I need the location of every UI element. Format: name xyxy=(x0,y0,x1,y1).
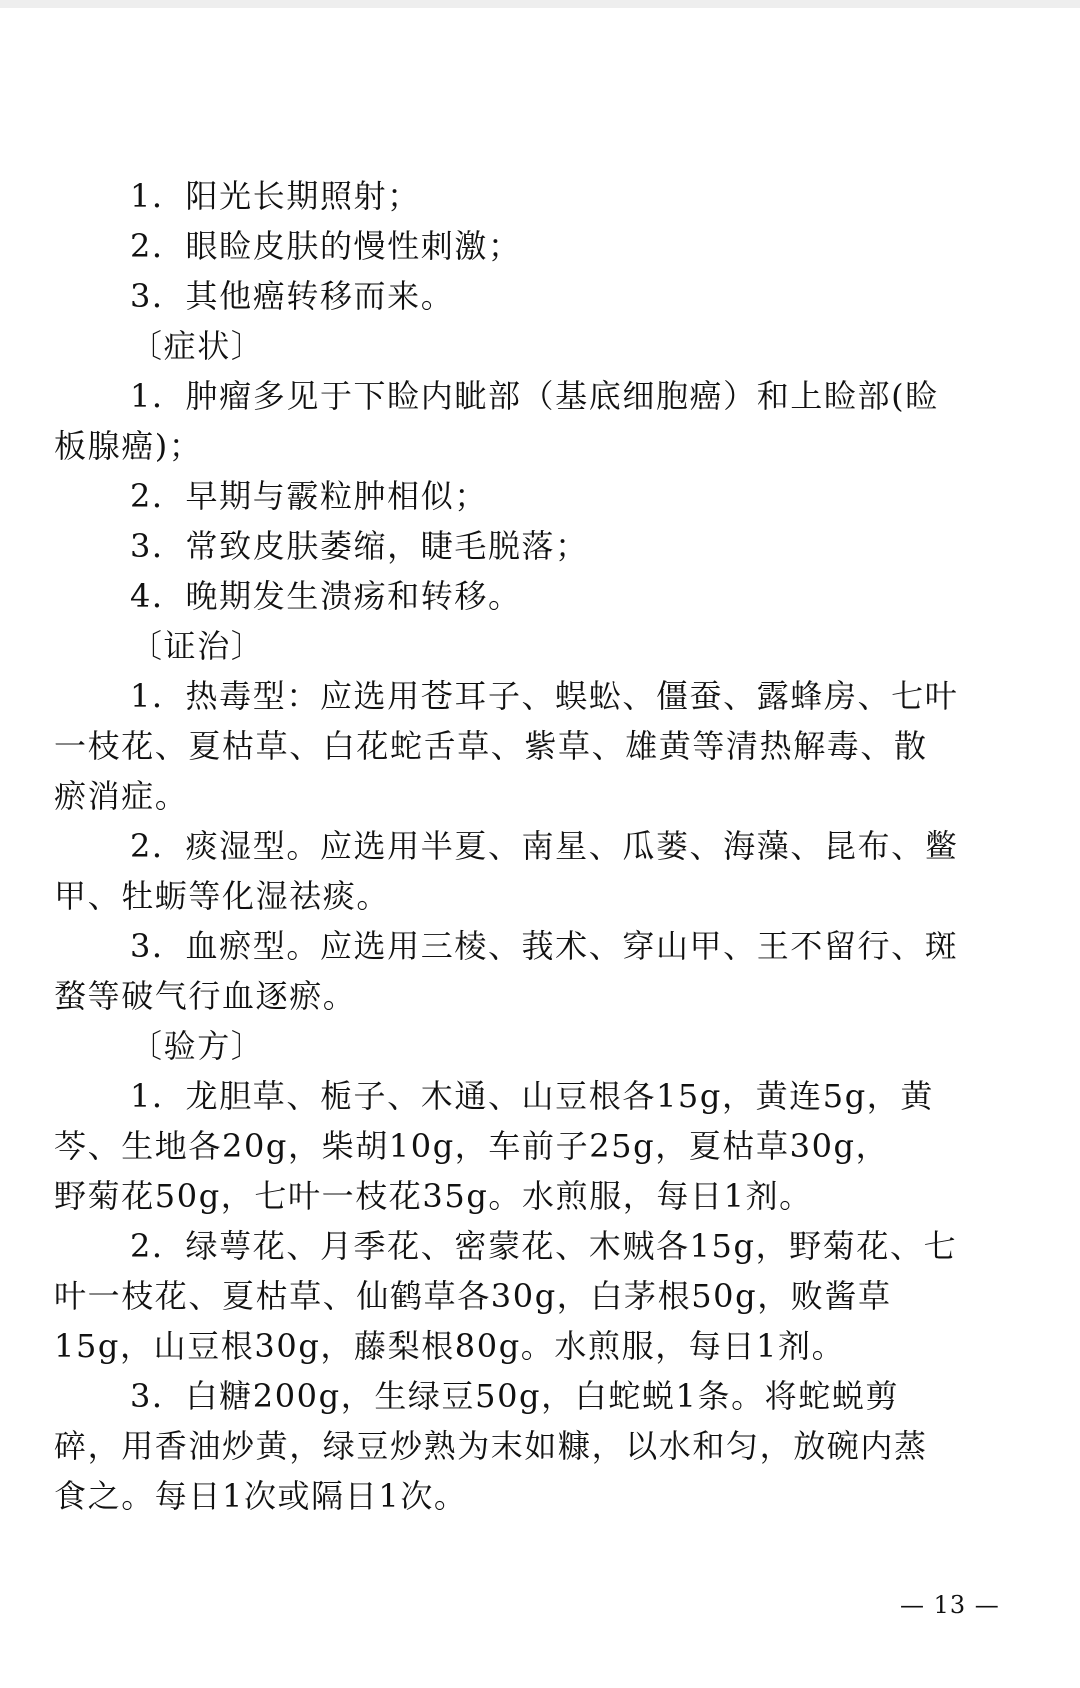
paragraph xyxy=(54,1371,1034,1521)
text-line: 3．血瘀型。应选用三棱、莪术、穿山甲、王不留行、斑 xyxy=(130,927,959,965)
text-line: 蝥等破气行血逐瘀。 xyxy=(54,977,357,1015)
text-line: 〔证治〕 xyxy=(130,627,265,665)
paragraph xyxy=(54,271,1034,321)
text-line: 2．痰湿型。应选用半夏、南星、瓜蒌、海藻、昆布、鳖 xyxy=(130,827,959,865)
text-line: 碎，用香油炒黄，绿豆炒熟为末如糠，以水和匀，放碗内蒸 xyxy=(54,1427,928,1465)
text-line: 一枝花、夏枯草、白花蛇舌草、紫草、雄黄等清热解毒、散 xyxy=(54,727,928,765)
section-heading xyxy=(54,1021,1034,1071)
paragraph xyxy=(54,571,1034,621)
paragraph xyxy=(54,671,1034,821)
section-heading xyxy=(54,321,1034,371)
text-line: 2．绿萼花、月季花、密蒙花、木贼各15g，野菊花、七 xyxy=(130,1227,958,1265)
text-line: 1．龙胆草、栀子、木通、山豆根各15g，黄连5g，黄 xyxy=(130,1077,935,1115)
page-body xyxy=(54,171,1034,1521)
text-line: 〔症状〕 xyxy=(130,327,265,365)
text-line: 2．眼睑皮肤的慢性刺激； xyxy=(130,227,522,265)
section-heading xyxy=(54,621,1034,671)
paragraph xyxy=(54,821,1034,921)
text-line: 2．早期与霰粒肿相似； xyxy=(130,477,488,515)
text-line: 15g，山豆根30g，藤梨根80g。水煎服，每日1剂。 xyxy=(54,1327,846,1365)
text-line: 甲、牡蛎等化湿祛痰。 xyxy=(54,877,391,915)
top-edge-strip xyxy=(0,0,1080,8)
text-line: 3．常致皮肤萎缩，睫毛脱落； xyxy=(130,527,589,565)
paragraph xyxy=(54,1221,1034,1371)
paragraph xyxy=(54,221,1034,271)
paragraph xyxy=(54,371,1034,471)
text-line: 板腺癌)； xyxy=(54,427,203,465)
text-line: 1．肿瘤多见于下睑内眦部（基底细胞癌）和上睑部(睑 xyxy=(130,377,939,415)
text-line: 瘀消症。 xyxy=(54,777,189,815)
text-line: 叶一枝花、夏枯草、仙鹤草各30g，白茅根50g，败酱草 xyxy=(54,1277,892,1315)
paragraph xyxy=(54,471,1034,521)
text-line: 芩、生地各20g，柴胡10g，车前子25g，夏枯草30g， xyxy=(54,1127,890,1165)
text-line: 1．阳光长期照射； xyxy=(130,177,421,215)
text-line: 〔验方〕 xyxy=(130,1027,265,1065)
paragraph xyxy=(54,171,1034,221)
text-line: 食之。每日1次或隔日1次。 xyxy=(54,1477,468,1515)
text-line: 4．晚期发生溃疡和转移。 xyxy=(130,577,522,615)
paragraph xyxy=(54,921,1034,1021)
paragraph xyxy=(54,521,1034,571)
paragraph xyxy=(54,1071,1034,1221)
page-number: — 13 — xyxy=(900,1591,1000,1619)
text-line: 1．热毒型：应选用苍耳子、蜈蚣、僵蚕、露蜂房、七叶 xyxy=(130,677,959,715)
text-line: 3．其他癌转移而来。 xyxy=(130,277,455,315)
text-line: 野菊花50g，七叶一枝花35g。水煎服，每日1剂。 xyxy=(54,1177,813,1215)
text-line: 3．白糖200g，生绿豆50g，白蛇蜕1条。将蛇蜕剪 xyxy=(130,1377,900,1415)
